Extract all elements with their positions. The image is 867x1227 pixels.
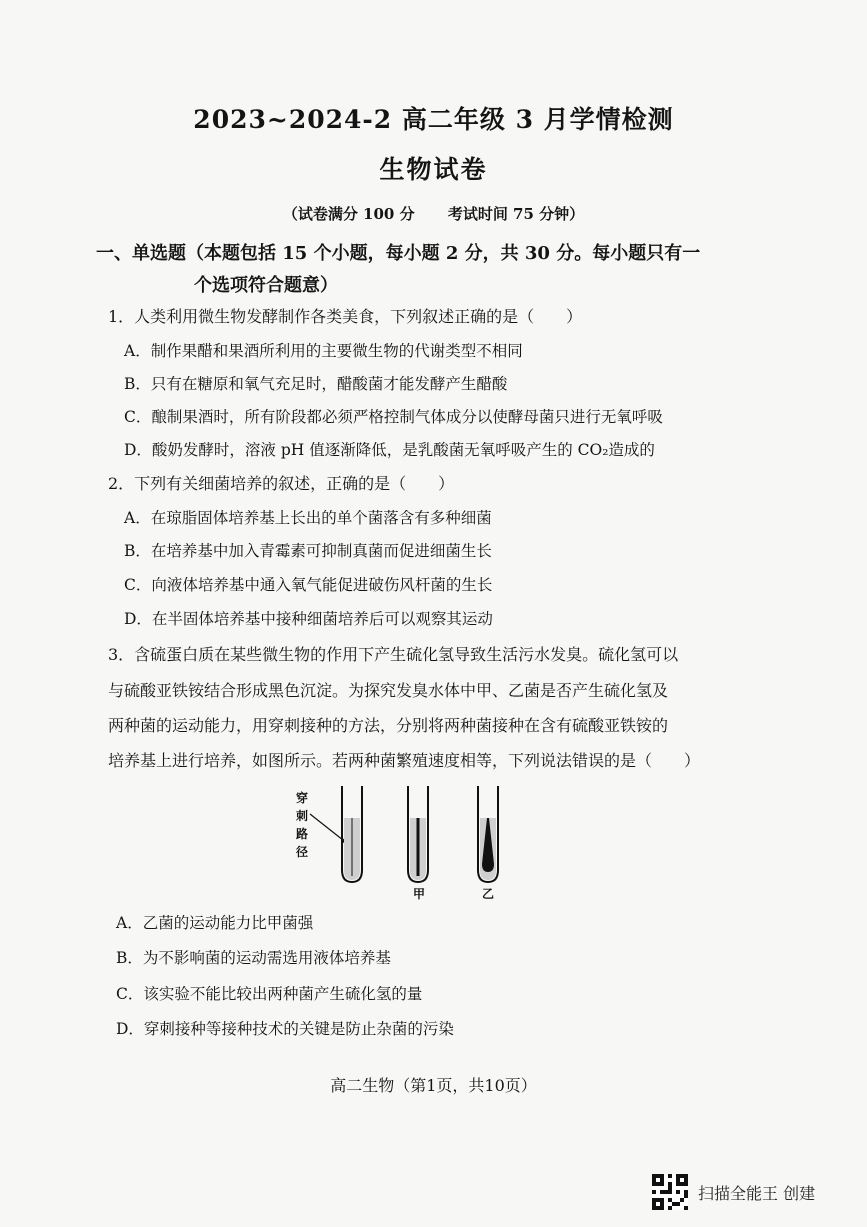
section-heading: [96, 238, 736, 302]
figure-label-char-4: 径: [296, 845, 309, 859]
question-3-stem-line2: 与硫酸亚铁铵结合形成黑色沉淀。为探究发臭水体中甲、乙菌是否产生硫化氢及: [108, 681, 669, 700]
question-3-stem-line4: 培养基上进行培养，如图所示。若两种菌繁殖速度相等，下列说法错误的是（ ）: [108, 751, 701, 770]
section-heading-line1: 一、单选题（本题包括 15 个小题，每小题 2 分，共 30 分。每小题只有一: [96, 243, 701, 264]
qr-code-icon: [652, 1174, 688, 1210]
question-1-option-b: B．只有在糖原和氧气充足时，醋酸菌才能发酵产生醋酸: [124, 375, 508, 393]
test-tube-control: [342, 786, 362, 882]
tube-label-yi: 乙: [482, 887, 495, 901]
question-3-option-b: B．为不影响菌的运动需选用液体培养基: [116, 949, 391, 967]
section-heading-line2: 个选项符合题意）: [194, 275, 338, 296]
exam-title: 2023~2024-2 高二年级 3 月学情检测: [193, 105, 674, 134]
question-2-option-a: A．在琼脂固体培养基上长出的单个菌落含有多种细菌: [124, 509, 492, 527]
question-1-option-c: C．酿制果酒时，所有阶段都必须严格控制气体成分以使酵母菌只进行无氧呼吸: [124, 408, 663, 426]
figure-label-char-3: 路: [296, 827, 309, 841]
scanner-text: 扫描全能王 创建: [698, 1183, 816, 1203]
question-3-option-c: C．该实验不能比较出两种菌产生硫化氢的量: [116, 985, 423, 1003]
test-tube-yi: [478, 786, 498, 882]
question-3-stem-line1: 3．含硫蛋白质在某些微生物的作用下产生硫化氢导致生活污水发臭。硫化氢可以: [108, 645, 679, 664]
exam-subject: 生物试卷: [379, 155, 488, 184]
question-3-stem-line3: 两种菌的运动能力，用穿刺接种的方法，分别将两种菌接种在含有硫酸亚铁铵的: [108, 716, 669, 735]
question-1-stem: 1．人类利用微生物发酵制作各类美食，下列叙述正确的是（ ）: [108, 307, 583, 326]
figure-label-char-2: 刺: [296, 809, 309, 823]
question-2-stem: 2．下列有关细菌培养的叙述，正确的是（ ）: [108, 474, 455, 493]
question-3-option-a: A．乙菌的运动能力比甲菌强: [116, 914, 314, 932]
tube-label-jia: 甲: [413, 887, 426, 901]
time-limit: 考试时间 75 分钟）: [447, 205, 585, 223]
question-2-option-d: D．在半固体培养基中接种细菌培养后可以观察其运动: [124, 610, 493, 628]
question-1-option-a: A．制作果醋和果酒所利用的主要微生物的代谢类型不相同: [124, 342, 523, 360]
test-tube-figure: [292, 778, 522, 908]
figure-label-char-1: 穿: [296, 791, 309, 805]
page-footer: 高二生物（第1页，共10页）: [330, 1076, 537, 1095]
question-1-option-d: D．酸奶发酵时，溶液 pH 值逐渐降低，是乳酸菌无氧呼吸产生的 CO₂造成的: [124, 441, 655, 459]
exam-info: [0, 203, 867, 224]
question-2-option-b: B．在培养基中加入青霉素可抑制真菌而促进细菌生长: [124, 542, 492, 560]
scanner-watermark: [652, 1172, 852, 1212]
test-tube-jia: [408, 786, 428, 882]
full-score: （试卷满分 100 分: [282, 205, 415, 223]
question-3-option-d: D．穿刺接种等接种技术的关键是防止杂菌的污染: [116, 1020, 454, 1038]
question-2-option-c: C．向液体培养基中通入氧气能促进破伤风杆菌的生长: [124, 576, 493, 594]
